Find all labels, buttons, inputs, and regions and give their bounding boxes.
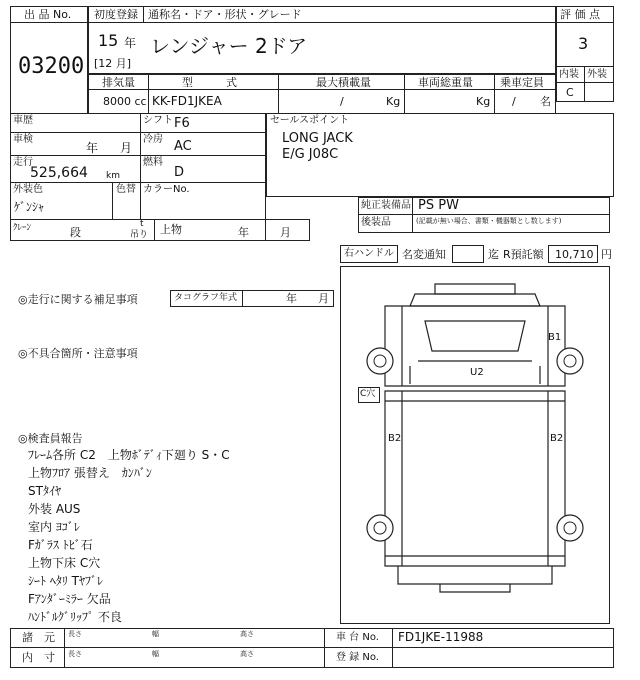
damage-mark-b2-left: B2 <box>388 433 402 444</box>
sales-point-line-2: E/G J08C <box>282 147 339 162</box>
inspector-line: 上物下床 C穴 <box>28 556 101 570</box>
ext-color-value: ｹﾞﾝｼｬ <box>14 200 45 214</box>
recycle-deposit-unit: 円 <box>601 248 612 261</box>
upper-year-unit: 年 <box>238 226 249 239</box>
model-code-label: 型 式 <box>182 76 237 89</box>
max-load-label: 最大積載量 <box>316 76 371 89</box>
max-load-unit: Kg <box>386 95 401 108</box>
lot-label: 出 品 No. <box>24 8 72 21</box>
fuel-value: D <box>174 165 185 180</box>
spec-label: 諸 元 <box>22 631 55 644</box>
spec-height-label: 高さ <box>240 630 254 638</box>
sales-point-line-1: LONG JACK <box>282 131 353 146</box>
aftermarket-label: 後装品 <box>361 217 391 228</box>
crane-hang: 吊り <box>130 230 149 240</box>
capacity-unit: 名 <box>540 95 551 108</box>
lot-number: 03200 <box>18 54 85 79</box>
score-value: 3 <box>578 34 589 53</box>
ac-label: 冷房 <box>143 134 163 145</box>
inspector-line: 室内 ﾖｺﾞﾚ <box>28 520 80 534</box>
inspector-line: ﾊﾝﾄﾞﾙｸﾞﾘｯﾌﾟ 不良 <box>28 610 122 624</box>
recycle-deposit-value: 10,710 <box>555 248 594 261</box>
damage-mark-b2-right: B2 <box>550 433 564 444</box>
exterior-label: 外装 <box>587 69 607 80</box>
chassis-number-value: FD1JKE-11988 <box>398 630 484 644</box>
sales-point-label: セールスポイント <box>270 115 350 126</box>
history-label: 車歴 <box>13 115 33 126</box>
name-change-label: 名変通知 <box>402 248 446 261</box>
upper-body-label: 上物 <box>160 223 182 236</box>
inspector-line: Fｱﾝﾀﾞｰﾐﾗｰ 欠品 <box>28 592 111 606</box>
ac-value: AC <box>174 139 192 154</box>
mileage-label: 走行 <box>13 157 33 168</box>
inspector-line: ﾌﾚｰﾑ各所 C2 上物ﾎﾞﾃﾞｨ下廻り S・C <box>28 448 230 462</box>
genuine-equipment-value: PS PW <box>418 198 459 213</box>
inspector-line: STﾀｲﾔ <box>28 484 61 498</box>
first-registration-label: 初度登録 <box>94 8 138 21</box>
spec-length-label: 長さ <box>68 630 82 638</box>
deadline-prefix: 迄 <box>488 248 499 261</box>
capacity-slash: / <box>512 95 516 108</box>
steering-value: 右ハンドル <box>344 248 394 259</box>
interior-grade: C <box>566 86 574 99</box>
ext-color-label: 外装色 <box>13 184 43 195</box>
inspector-line: 上物ﾌﾛｱ 張替え ｶﾝﾊﾞﾝ <box>28 466 152 480</box>
crane-steps: 段 <box>70 226 81 239</box>
tachograph-month-unit: 月 <box>318 292 329 305</box>
shift-value: F6 <box>174 116 190 131</box>
mileage-value: 525,664 <box>30 165 88 181</box>
color-number-label: カラーNo. <box>143 184 190 195</box>
truck-outline-diagram <box>340 266 610 624</box>
genuine-equipment-label: 純正装備品 <box>361 200 411 211</box>
color-change-label: 色替 <box>116 184 136 195</box>
inspection-label: 車検 <box>13 134 33 145</box>
first-registration-year: 15 <box>98 31 119 50</box>
inspector-line: 外装 AUS <box>28 502 81 516</box>
model-name: レンジャー 2ドア <box>150 34 308 58</box>
score-label: 評 価 点 <box>560 8 600 21</box>
shift-label: シフト <box>143 115 173 126</box>
capacity-label: 乗車定員 <box>500 76 544 89</box>
upper-month-unit: 月 <box>280 226 291 239</box>
inner-dimension-label: 内 寸 <box>22 651 55 664</box>
model-code-value: KK-FD1JKEA <box>152 94 222 108</box>
mileage-unit: km <box>106 171 120 181</box>
inner-length-label: 長さ <box>68 650 82 658</box>
inspection-year-unit: 年 <box>86 141 99 155</box>
inspector-line: ｼｰﾄ ﾍﾀﾘ Tﾔﾌﾞﾚ <box>28 574 103 588</box>
inner-width-label: 幅 <box>152 650 159 658</box>
max-load-slash: / <box>340 95 344 108</box>
year-unit: 年 <box>124 36 137 50</box>
displacement-label: 排気量 <box>102 76 135 89</box>
interior-label: 内装 <box>559 69 579 80</box>
aftermarket-note: (記載が無い場合、書類・機器類とし数します) <box>416 217 562 225</box>
tachograph-label: タコグラフ年式 <box>174 293 238 303</box>
gross-weight-label: 車両総重量 <box>418 76 473 89</box>
inspector-line: Fｶﾞﾗｽ ﾄﾋﾞ石 <box>28 538 93 552</box>
crane-label: ｸﾚｰﾝ <box>13 223 32 233</box>
defects-label: ◎不具合箇所・注意事項 <box>18 347 138 360</box>
damage-mark-b1: B1 <box>548 332 562 343</box>
recycle-deposit-label: R預託額 <box>503 248 544 261</box>
inspector-report-label: ◎検査員報告 <box>18 432 83 445</box>
first-registration-month: [12 月] <box>94 57 132 70</box>
registration-number-label: 登 録 No. <box>336 652 379 663</box>
spec-width-label: 幅 <box>152 630 159 638</box>
driving-notes-label: ◎走行に関する補足事項 <box>18 293 138 306</box>
tachograph-year-unit: 年 <box>286 292 297 305</box>
damage-mark-c-hole: C穴 <box>360 389 376 399</box>
damage-mark-u2: U2 <box>470 367 484 378</box>
model-name-label: 通称名・ドア・形状・グレード <box>148 8 302 21</box>
crane-tonnage: t <box>140 219 144 229</box>
fuel-label: 燃料 <box>143 157 163 168</box>
chassis-number-label: 車 台 No. <box>336 632 379 643</box>
displacement-value: 8000 cc <box>103 95 147 108</box>
inner-height-label: 高さ <box>240 650 254 658</box>
gross-weight-unit: Kg <box>476 95 491 108</box>
footer-table <box>10 628 614 668</box>
inspection-month-unit: 月 <box>120 141 133 155</box>
name-change-box <box>452 245 484 263</box>
